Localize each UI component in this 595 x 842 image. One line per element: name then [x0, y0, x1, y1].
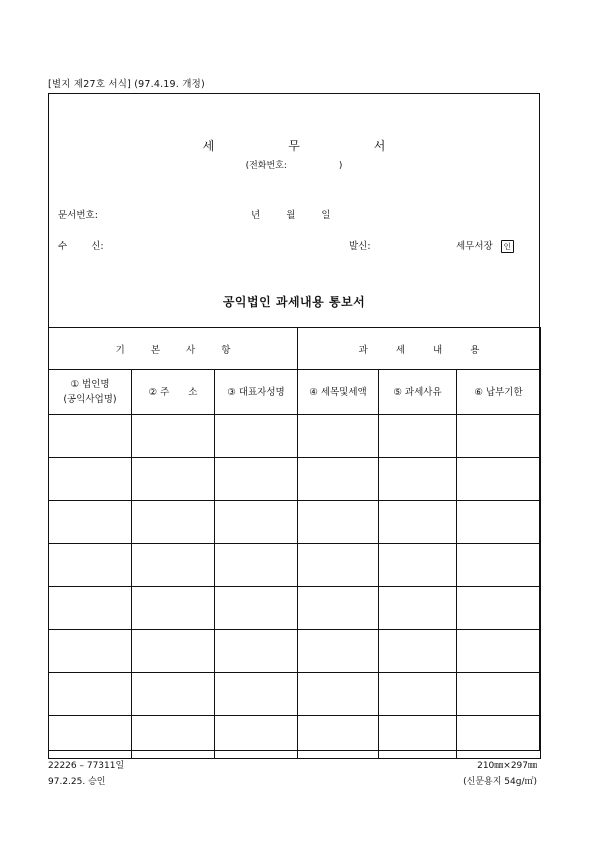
table-row: [49, 673, 541, 716]
table-cell[interactable]: [215, 673, 298, 716]
column-header: [298, 370, 379, 415]
column-label: 주 소: [160, 386, 198, 398]
table-cell[interactable]: [457, 673, 541, 716]
table-cell[interactable]: [215, 544, 298, 587]
sender-label: 발신:: [349, 241, 371, 252]
band-char: 항: [221, 344, 231, 356]
table-row: [49, 458, 541, 501]
approval-date: 97.2.25. 승인: [48, 777, 106, 787]
form-title: 공익법인 과세내용 통보서: [222, 295, 366, 309]
table-cell[interactable]: [457, 501, 541, 544]
column-header: [215, 370, 298, 415]
table-cell[interactable]: [215, 716, 298, 759]
phone-close: ): [338, 161, 343, 171]
tax-office-char: 무: [288, 139, 300, 153]
table-cell[interactable]: [215, 587, 298, 630]
tax-office-char: 세: [202, 139, 215, 153]
column-label: 세목및세액: [320, 386, 367, 398]
table-cell[interactable]: [379, 501, 457, 544]
table-cell[interactable]: [379, 716, 457, 759]
table-cell[interactable]: [298, 501, 379, 544]
table-cell[interactable]: [49, 415, 132, 458]
phone-label: (전화번호:: [245, 161, 287, 171]
table-cell[interactable]: [298, 458, 379, 501]
table-cell[interactable]: [215, 501, 298, 544]
table-cell[interactable]: [132, 716, 215, 759]
basic-items-header: [49, 328, 298, 370]
table-cell[interactable]: [457, 716, 541, 759]
band-char: 내: [433, 344, 443, 356]
column-number: ④: [309, 386, 318, 398]
table-row: [49, 630, 541, 673]
table-band-row: [49, 328, 541, 370]
column-header-row: [49, 370, 541, 415]
table-cell[interactable]: [132, 544, 215, 587]
band-char: 세: [395, 344, 406, 356]
table-cell[interactable]: [132, 415, 215, 458]
column-number: ②: [148, 386, 158, 398]
form-frame: [48, 93, 540, 751]
seal-mark: 인: [501, 240, 514, 253]
table-cell[interactable]: [379, 544, 457, 587]
column-number: ①: [70, 379, 79, 390]
table-row: [49, 415, 541, 458]
doc-number-label: 문서번호:: [58, 210, 98, 221]
table-cell[interactable]: [457, 587, 541, 630]
office-head: [456, 238, 514, 253]
phone-number-line: [49, 158, 539, 171]
table-cell[interactable]: [49, 458, 132, 501]
table-cell[interactable]: [215, 458, 298, 501]
office-head-title: 세무서장: [456, 241, 493, 252]
table-cell[interactable]: [49, 630, 132, 673]
band-char: 과: [358, 344, 368, 356]
table-cell[interactable]: [49, 587, 132, 630]
tax-details-header: [298, 328, 541, 370]
paper-size: 210㎜×297㎜: [477, 761, 537, 771]
table-cell[interactable]: [379, 415, 457, 458]
table-row: [49, 716, 541, 759]
table-cell[interactable]: [457, 544, 541, 587]
table-cell[interactable]: [298, 544, 379, 587]
table-cell[interactable]: [379, 673, 457, 716]
table-cell[interactable]: [298, 587, 379, 630]
table-cell[interactable]: [49, 673, 132, 716]
date-line: [251, 207, 357, 221]
recipient-label-a: 수: [58, 241, 68, 252]
column-header: [379, 370, 457, 415]
table-cell[interactable]: [132, 458, 215, 501]
column-label: 대표자성명: [238, 386, 285, 398]
band-char: 용: [470, 344, 480, 356]
column-label: 납부기한: [485, 386, 523, 398]
table-cell[interactable]: [215, 630, 298, 673]
table-cell[interactable]: [379, 587, 457, 630]
table-cell[interactable]: [49, 501, 132, 544]
column-label: 과세사유: [404, 386, 442, 398]
table-cell[interactable]: [457, 630, 541, 673]
column-number: ⑥: [474, 386, 483, 398]
tax-notice-table: [48, 327, 541, 759]
approval-number: 22226 – 77311일: [48, 761, 125, 771]
table-cell[interactable]: [132, 673, 215, 716]
table-cell[interactable]: [298, 673, 379, 716]
column-number: ③: [227, 386, 236, 398]
band-char: 본: [150, 344, 160, 356]
table-cell[interactable]: [132, 501, 215, 544]
recipient-label: [58, 238, 104, 252]
table-cell[interactable]: [457, 458, 541, 501]
form-reference: [별지 제27호 서식] (97.4.19. 개정): [48, 79, 205, 90]
tax-office-char: 서: [373, 139, 386, 153]
column-header: [457, 370, 541, 415]
column-header: [49, 370, 132, 415]
column-number: ⑤: [393, 386, 402, 398]
column-sublabel: (공익사업명): [63, 394, 117, 405]
table-cell[interactable]: [379, 630, 457, 673]
table-row: [49, 544, 541, 587]
table-cell[interactable]: [298, 716, 379, 759]
table-cell[interactable]: [49, 716, 132, 759]
band-char: 기: [115, 344, 125, 356]
table-cell[interactable]: [132, 587, 215, 630]
column-header: [132, 370, 215, 415]
recipient-label-b: 신:: [91, 241, 104, 252]
table-cell[interactable]: [298, 630, 379, 673]
table-cell[interactable]: [132, 630, 215, 673]
paper-type: (신문용지 54g/㎡): [463, 777, 537, 787]
column-label: 법인명: [82, 379, 110, 390]
tax-office-heading: [49, 137, 539, 154]
day-label: 일: [321, 210, 331, 221]
table-row: [49, 501, 541, 544]
table-row: [49, 587, 541, 630]
table-cell[interactable]: [49, 544, 132, 587]
year-label: 년: [251, 210, 261, 221]
table-cell[interactable]: [215, 415, 298, 458]
table-cell[interactable]: [379, 458, 457, 501]
table-cell[interactable]: [298, 415, 379, 458]
month-label: 월: [286, 210, 296, 221]
table-cell[interactable]: [457, 415, 541, 458]
band-char: 사: [186, 344, 196, 356]
